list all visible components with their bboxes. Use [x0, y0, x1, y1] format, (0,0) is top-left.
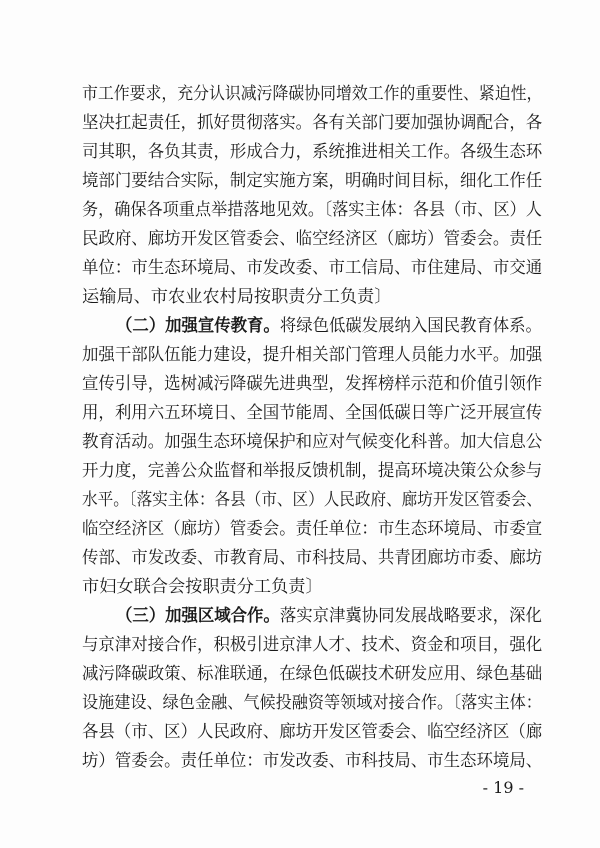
- text-line: 临空经济区（廊坊）管委会。责任单位：市生态环境局、市委宣: [82, 519, 543, 539]
- text-line: 各县（市、区）人民政府、廊坊开发区管委会、临空经济区（廊: [82, 722, 543, 742]
- text-line: 加强干部队伍能力建设，提升相关部门管理人员能力水平。加强: [82, 345, 543, 365]
- text-line: 运输局、市农业农村局按职责分工负责〕: [82, 287, 392, 307]
- text-line: 市工作要求，充分认识减污降碳协同增效工作的重要性、紧迫性，: [82, 84, 543, 104]
- text-line: 水平。〔落实主体：各县（市、区）人民政府、廊坊开发区管委会、: [82, 490, 543, 510]
- section-heading-line: （二）加强宣传教育。将绿色低碳发展纳入国民教育体系。: [116, 316, 542, 336]
- text-line: 务，确保各项重点举措落地见效。〔落实主体：各县（市、区）人: [82, 200, 542, 220]
- section-heading: （三）加强区域合作。: [116, 606, 280, 626]
- section-heading: （二）加强宣传教育。: [116, 316, 280, 336]
- page-number: - 19 -: [482, 778, 524, 797]
- text-line: 单位：市生态环境局、市发改委、市工信局、市住建局、市交通: [82, 258, 543, 278]
- text-line: 教育活动。加强生态环境保护和应对气候变化科普。加大信息公: [82, 432, 543, 452]
- text-line: 设施建设、绿色金融、气候投融资等领域对接合作。〔落实主体：: [82, 693, 542, 713]
- text-line: 传部、市发改委、市教育局、市科技局、共青团廊坊市委、廊坊: [82, 548, 543, 568]
- text-line: 开力度，完善公众监督和举报反馈机制，提高环境决策公众参与: [82, 461, 543, 481]
- text-line: 坚决扛起责任，抓好贯彻落实。各有关部门要加强协调配合，各: [82, 113, 543, 133]
- text-line: 境部门要结合实际，制定实施方案，明确时间目标，细化工作任: [82, 171, 543, 191]
- text-line: 司其职，各负其责，形成合力，系统推进相关工作。各级生态环: [82, 142, 543, 162]
- text-line: 减污降碳政策、标准联通，在绿色低碳技术研发应用、绿色基础: [82, 664, 543, 684]
- text-line: 坊）管委会。责任单位：市发改委、市科技局、市生态环境局、: [82, 751, 543, 771]
- text-line: 市妇女联合会按职责分工负责〕: [82, 577, 323, 597]
- text-line: 用，利用六五环境日、全国节能周、全国低碳日等广泛开展宣传: [82, 403, 543, 423]
- section-heading-line: （三）加强区域合作。落实京津冀协同发展战略要求，深化: [116, 606, 542, 626]
- text-line: 民政府、廊坊开发区管委会、临空经济区（廊坊）管委会。责任: [82, 229, 543, 249]
- text-line: 与京津对接合作，积极引进京津人才、技术、资金和项目，强化: [82, 635, 543, 655]
- text-line: 宣传引导，选树减污降碳先进典型，发挥榜样示范和价值引领作: [82, 374, 543, 394]
